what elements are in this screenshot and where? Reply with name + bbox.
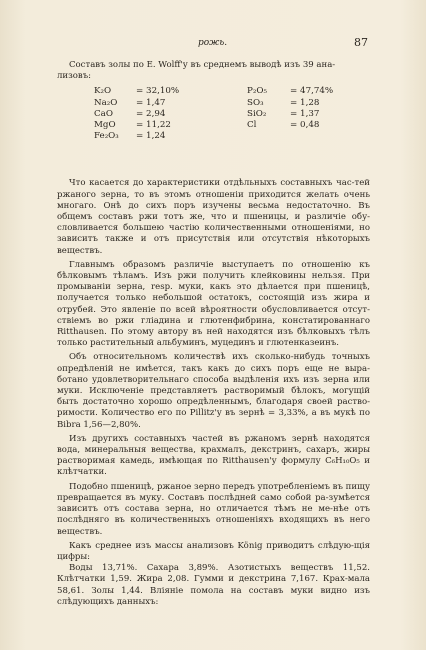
- page-header: [0, 38, 426, 52]
- table-cell-label: Na₂O: [94, 97, 118, 108]
- left-values-column: [136, 86, 206, 142]
- paragraph-5: Подобно пшеницѣ, ржаное зерно передъ употребленіемъ въ пищу превращается въ муку. Составъ послѣдней само собой ра-зумѣется зависитъ отъ состава зерна, но отличается тѣмъ не ме-нѣе отъ послѣдняго въ количественныхъ отношеніяхъ входящихъ въ него веществъ.: [57, 481, 370, 537]
- table-cell-value: = 1,47: [136, 97, 166, 108]
- paragraph-3: Объ относительномъ количествѣ ихъ сколько-нибудь точныхъ опредѣленій не имѣется, такъ какъ до сихъ поръ еще не выра-ботано удовлетворительнаго способа выдѣленія ихъ изъ зерна или муки. Исключеніе представляетъ растворимый бѣлокъ, могущій быть достаточно хорошо опредѣленнымъ, благодаря своей раство-римости. Количество его по Pillitz'у въ зернѣ = 3,33%, а въ мукѣ по Bibra 1,56—2,80%.: [57, 352, 370, 430]
- table-cell-label: Cl: [247, 119, 257, 130]
- table-cell-label: Fe₂O₃: [94, 131, 119, 142]
- intro-line-1: Составъ золы по E. Wolff'у въ среднемъ выводѣ изъ 39 ана-: [69, 60, 336, 70]
- table-cell-value: = 47,74%: [290, 86, 334, 97]
- ash-composition-table: [57, 86, 370, 154]
- table-cell-value: = 1,37: [290, 108, 320, 119]
- paragraph-2: Главнымъ образомъ различіе выступаетъ по отношенію къ бѣлковымъ тѣламъ. Изъ ржи получить клейковины нельзя. При промываніи зерна, resp. муки, какъ это дѣлается при пшеницѣ, получается только небольшой остатокъ, состоящій изъ жира и отрубей. Это явленіе по всей вѣроятности обусловливается отсут-ствіемъ во ржи гліадина и глютенфибрина, констатированнаго Ritthausen. По этому автору въ ней находятся изъ бѣлковыхъ тѣлъ только растительный альбуминъ, муцединъ и глютенказеинъ.: [57, 259, 370, 349]
- running-head: рожь.: [198, 38, 228, 48]
- table-cell-value: = 32,10%: [136, 86, 180, 97]
- paragraph-7: Воды 13,71%. Сахара 3,89%. Азотистыхъ веществъ 11,52. Клѣтчатки 1,59. Жира 2,08. Гумми и декстрина 7,167. Крах-мала 58,61. Золы 1,44. Вліяніе помола на составъ муки видно изъ слѣдующихъ данныхъ:: [57, 563, 370, 607]
- paragraph-1: Что касается до характеристики отдѣльныхъ составныхъ час-тей ржаного зерна, то въ этомъ отношеніи приходится желать очень многаго. Онѣ до сихъ поръ изучены весьма недостаточно. Въ общемъ составъ ржи тотъ же, что и пшеницы, и различіе обу-словливается большею частію количественными отношеніями, но зависитъ также и отъ присутствія или отсутствія нѣкоторыхъ веществъ.: [57, 178, 370, 256]
- table-cell-label: SiO₂: [247, 108, 267, 119]
- table-cell-value: = 11,22: [136, 119, 171, 130]
- section-spacer: [57, 154, 370, 178]
- left-labels-column: [94, 86, 134, 142]
- table-cell-label: K₂O: [94, 86, 112, 97]
- table-cell-label: MgO: [94, 119, 116, 130]
- table-cell-value: = 0,48: [290, 119, 320, 130]
- right-values-column: [290, 86, 360, 131]
- table-cell-value: = 2,94: [136, 108, 166, 119]
- table-cell-value: = 1,24: [136, 131, 166, 142]
- table-cell-value: = 1,28: [290, 97, 320, 108]
- table-cell-label: SO₃: [247, 97, 264, 108]
- intro-line-2: лизовъ:: [57, 71, 92, 82]
- paragraph-4: Изъ другихъ составныхъ частей въ ржаномъ зернѣ находятся вода, минеральныя вещества, крахмалъ, декстринъ, сахаръ, жиры растворимая камедь, имѣющая по Ritthausen'у формулу C₆H₁₀O₅ и клѣтчатки.: [57, 433, 370, 478]
- table-cell-label: P₂O₅: [247, 86, 267, 97]
- table-cell-label: CaO: [94, 108, 113, 119]
- page-body: [57, 60, 370, 608]
- page-number: 87: [354, 36, 368, 49]
- right-labels-column: [247, 86, 287, 131]
- paragraph-6: Какъ среднее изъ массы анализовъ König приводитъ слѣдую-щія цифры:: [57, 540, 370, 562]
